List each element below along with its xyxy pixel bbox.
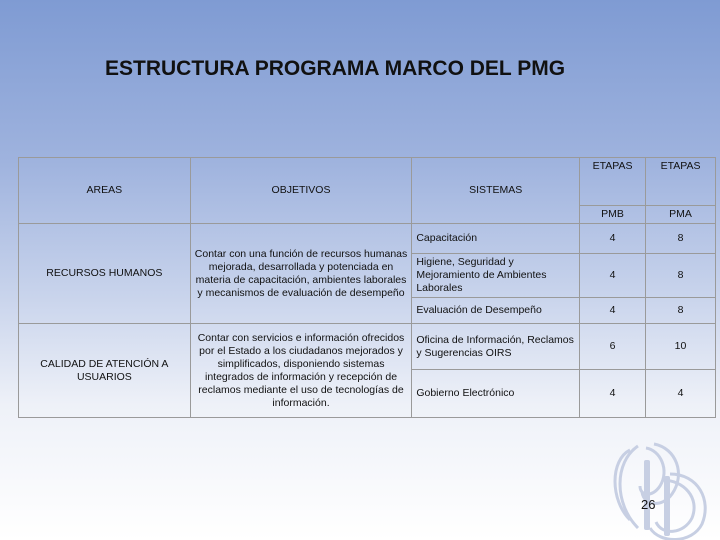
pma-cell: 8 bbox=[646, 254, 716, 298]
sistema-cell: Capacitación bbox=[412, 224, 580, 254]
header-etapas-pma: ETAPAS bbox=[646, 158, 716, 206]
slide-title: ESTRUCTURA PROGRAMA MARCO DEL PMG bbox=[105, 57, 566, 80]
header-areas: AREAS bbox=[19, 158, 191, 224]
institution-logo-watermark-icon bbox=[600, 440, 720, 540]
table-row bbox=[19, 224, 716, 254]
area-cell: RECURSOS HUMANOS bbox=[19, 224, 191, 324]
header-pma: PMA bbox=[646, 206, 716, 224]
pmb-cell: 4 bbox=[580, 224, 646, 254]
sistema-cell: Evaluación de Desempeño bbox=[412, 298, 580, 324]
header-objetivos: OBJETIVOS bbox=[190, 158, 412, 224]
pma-cell: 10 bbox=[646, 324, 716, 370]
header-etapas-pmb: ETAPAS bbox=[580, 158, 646, 206]
area-cell: CALIDAD DE ATENCIÓN A USUARIOS bbox=[19, 324, 191, 418]
pmb-cell: 6 bbox=[580, 324, 646, 370]
header-sistemas: SISTEMAS bbox=[412, 158, 580, 224]
pmb-cell: 4 bbox=[580, 370, 646, 418]
objetivo-cell: Contar con servicios e información ofrecidos por el Estado a los ciudadanos mejorados y simplificados, disponiendo sistemas integrados de información y recepción de reclamos mediante el uso de tecnologías de información. bbox=[190, 324, 412, 418]
pma-cell: 4 bbox=[646, 370, 716, 418]
pma-cell: 8 bbox=[646, 298, 716, 324]
pmb-cell: 4 bbox=[580, 298, 646, 324]
objetivo-cell: Contar con una función de recursos humanas mejorada, desarrollada y potenciada en materia de capacitación, ambientes laborales y mecanismos de evaluación de desempeño bbox=[190, 224, 412, 324]
table-row bbox=[19, 324, 716, 370]
sistema-cell: Gobierno Electrónico bbox=[412, 370, 580, 418]
pmg-structure-table bbox=[18, 157, 716, 418]
page-number: 26 bbox=[641, 497, 656, 512]
pmb-cell: 4 bbox=[580, 254, 646, 298]
sistema-cell: Oficina de Información, Reclamos y Sugerencias OIRS bbox=[412, 324, 580, 370]
header-pmb: PMB bbox=[580, 206, 646, 224]
sistema-cell: Higiene, Seguridad y Mejoramiento de Ambientes Laborales bbox=[412, 254, 580, 298]
pma-cell: 8 bbox=[646, 224, 716, 254]
